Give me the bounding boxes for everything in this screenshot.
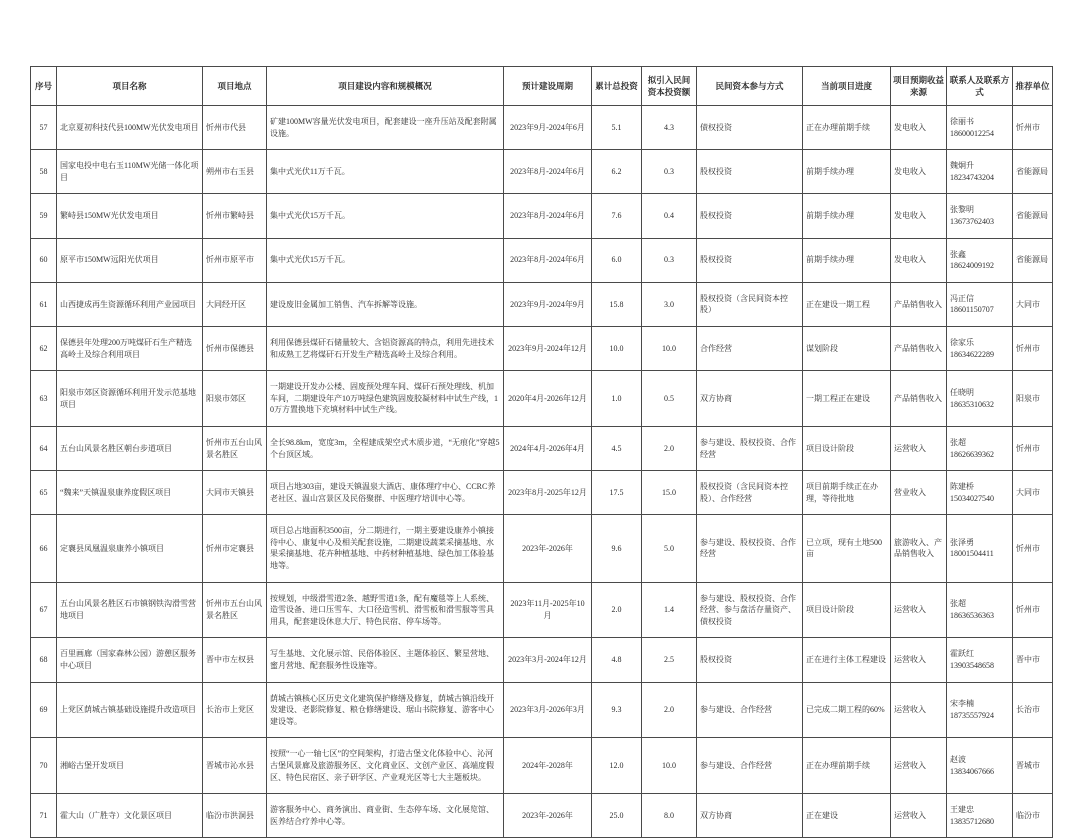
- cell-private-capital: 2.5: [642, 638, 697, 682]
- cell-period: 2023年8月-2024年6月: [504, 238, 592, 282]
- column-header-progress: 当前项目进度: [803, 67, 891, 106]
- cell-revenue-source: 运营收入: [891, 582, 947, 638]
- cell-no: 67: [31, 582, 57, 638]
- cell-revenue-source: 旅游收入、产品销售收入: [891, 515, 947, 582]
- cell-private-capital: 1.4: [642, 582, 697, 638]
- cell-project-name: 原平市150MW远阳光伏项目: [57, 238, 203, 282]
- cell-total-investment: 4.8: [592, 638, 642, 682]
- cell-project-name: 繁峙县150MW光伏发电项目: [57, 194, 203, 238]
- cell-location: 阳泉市郊区: [203, 371, 267, 427]
- cell-total-investment: 15.8: [592, 282, 642, 326]
- project-table-sheet: [30, 66, 1052, 838]
- cell-progress: 正在进行主体工程建设: [803, 638, 891, 682]
- cell-revenue-source: 营业收入: [891, 471, 947, 515]
- cell-contact: [947, 794, 1013, 838]
- cell-location: 大同市天镇县: [203, 471, 267, 515]
- cell-revenue-source: 发电收入: [891, 238, 947, 282]
- cell-contact: [947, 371, 1013, 427]
- cell-revenue-source: 产品销售收入: [891, 326, 947, 370]
- cell-total-investment: 17.5: [592, 471, 642, 515]
- column-header-revenue-source: 项目预期收益来源: [891, 67, 947, 106]
- table-row: [31, 426, 1053, 470]
- cell-location: 晋中市左权县: [203, 638, 267, 682]
- cell-total-investment: 10.0: [592, 326, 642, 370]
- cell-contact: [947, 471, 1013, 515]
- cell-project-name: 湘峪古堡开发项目: [57, 738, 203, 794]
- column-header-private-capital: 拟引入民间资本投资额: [642, 67, 697, 106]
- cell-period: 2023年8月-2025年12月: [504, 471, 592, 515]
- cell-private-capital: 3.0: [642, 282, 697, 326]
- contact-person-name: 张鑫: [950, 249, 966, 259]
- cell-progress: 项目设计阶段: [803, 582, 891, 638]
- cell-private-capital: 0.3: [642, 150, 697, 194]
- cell-recommending-unit: 省能源局: [1013, 238, 1053, 282]
- project-list-table: [30, 66, 1053, 838]
- contact-phone-number: 13834067666: [950, 766, 994, 776]
- cell-total-investment: 1.0: [592, 371, 642, 427]
- contact-person-name: 任晓明: [950, 387, 974, 397]
- cell-total-investment: 6.0: [592, 238, 642, 282]
- cell-participation-method: 股权投资: [697, 238, 803, 282]
- cell-content-scale: 集中式光伏11万千瓦。: [267, 150, 504, 194]
- cell-period: 2023年3月-2024年12月: [504, 638, 592, 682]
- cell-private-capital: 5.0: [642, 515, 697, 582]
- cell-period: 2023年9月-2024年12月: [504, 326, 592, 370]
- cell-period: 2023年9月-2024年9月: [504, 282, 592, 326]
- cell-no: 60: [31, 238, 57, 282]
- cell-content-scale: 全长98.8km，宽度3m，全程建成架空式木质步道，“无痕化”穿越5个台顶区域。: [267, 426, 504, 470]
- cell-total-investment: 6.2: [592, 150, 642, 194]
- cell-location: 长治市上党区: [203, 682, 267, 738]
- column-header-recommending-unit: 推荐单位: [1013, 67, 1053, 106]
- cell-content-scale: 写生基地、文化展示馆、民俗体验区、主题体验区、繁星营地、蜜月营地、配套服务性设施等。: [267, 638, 504, 682]
- cell-no: 61: [31, 282, 57, 326]
- cell-content-scale: 项目总占地面积3500亩，分二期进行，一期主要建设康养小镇接待中心、康复中心及相关配套设施，二期建设蔬菜采摘基地、水果采摘基地、花卉种植基地、中药材种植基地、绿色加工体验基地等。: [267, 515, 504, 582]
- table-row: [31, 106, 1053, 150]
- cell-content-scale: 利用保德县煤矸石储量较大、含铝资源高的特点，利用先进技术和成熟工艺将煤矸石开发生产精选高岭土及综合利用。: [267, 326, 504, 370]
- cell-content-scale: 按照“一心一轴七区”的空间架构，打造古堡文化体验中心、沁河古堡风景廊及旅游服务区、文化商业区、文创产业区、高端度假区、特色民宿区、亲子研学区、产业观光区等七大主题板块。: [267, 738, 504, 794]
- table-row: [31, 738, 1053, 794]
- contact-phone-number: 18234743204: [950, 172, 994, 182]
- cell-participation-method: 双方协商: [697, 371, 803, 427]
- cell-participation-method: 合作经营: [697, 326, 803, 370]
- table-header: [31, 67, 1053, 106]
- cell-private-capital: 10.0: [642, 738, 697, 794]
- cell-location: 忻州市五台山风景名胜区: [203, 426, 267, 470]
- cell-recommending-unit: 忻州市: [1013, 106, 1053, 150]
- table-row: [31, 682, 1053, 738]
- contact-person-name: 霍跃红: [950, 649, 974, 659]
- cell-project-name: 阳泉市郊区资源循环利用开发示范基地项目: [57, 371, 203, 427]
- cell-period: 2024年-2028年: [504, 738, 592, 794]
- contact-phone-number: 18634622289: [950, 349, 994, 359]
- cell-contact: [947, 682, 1013, 738]
- cell-participation-method: 股权投资: [697, 150, 803, 194]
- cell-revenue-source: 运营收入: [891, 738, 947, 794]
- contact-phone-number: 18635310632: [950, 399, 994, 409]
- cell-total-investment: 4.5: [592, 426, 642, 470]
- cell-period: 2023年-2026年: [504, 515, 592, 582]
- cell-private-capital: 4.3: [642, 106, 697, 150]
- cell-participation-method: 股权投资: [697, 638, 803, 682]
- cell-participation-method: 参与建设、股权投资、合作经营: [697, 515, 803, 582]
- cell-content-scale: 项目占地303亩，建设天镇温泉大酒店、康体理疗中心、CCRC养老社区、温山宫景区及民俗聚群、中医理疗培训中心等。: [267, 471, 504, 515]
- cell-revenue-source: 运营收入: [891, 682, 947, 738]
- cell-revenue-source: 运营收入: [891, 638, 947, 682]
- cell-no: 62: [31, 326, 57, 370]
- cell-location: 大同经开区: [203, 282, 267, 326]
- cell-progress: 项目设计阶段: [803, 426, 891, 470]
- cell-contact: [947, 106, 1013, 150]
- cell-project-name: 霍大山（广胜寺）文化景区项目: [57, 794, 203, 838]
- contact-person-name: 徐家乐: [950, 337, 974, 347]
- table-row: [31, 282, 1053, 326]
- table-row: [31, 326, 1053, 370]
- column-header-no: 序号: [31, 67, 57, 106]
- cell-revenue-source: 运营收入: [891, 426, 947, 470]
- cell-total-investment: 7.6: [592, 194, 642, 238]
- cell-location: 忻州市定襄县: [203, 515, 267, 582]
- cell-recommending-unit: 晋中市: [1013, 638, 1053, 682]
- contact-person-name: 陈建桥: [950, 482, 974, 492]
- cell-participation-method: 参与建设、合作经营: [697, 738, 803, 794]
- column-header-period: 预计建设周期: [504, 67, 592, 106]
- header-row: [31, 67, 1053, 106]
- cell-recommending-unit: 忻州市: [1013, 326, 1053, 370]
- cell-progress: 正在建设: [803, 794, 891, 838]
- contact-phone-number: 13903548658: [950, 661, 994, 671]
- cell-content-scale: 矿建100MW容量光伏发电项目，配套建设一座升压站及配套附属设施。: [267, 106, 504, 150]
- contact-phone-number: 13835712680: [950, 816, 994, 826]
- cell-private-capital: 0.5: [642, 371, 697, 427]
- cell-no: 59: [31, 194, 57, 238]
- cell-contact: [947, 426, 1013, 470]
- cell-content-scale: 一期建设开发办公楼、固废预处理车间、煤矸石预处理线、机加车间，二期建设年产10万吨绿色建筑固废胶凝材料中试生产线，10万方置换地下充填材料中试生产线。: [267, 371, 504, 427]
- cell-recommending-unit: 忻州市: [1013, 426, 1053, 470]
- contact-phone-number: 18601150707: [950, 305, 994, 315]
- cell-total-investment: 9.3: [592, 682, 642, 738]
- contact-phone-number: 18735557924: [950, 711, 994, 721]
- contact-person-name: 赵波: [950, 755, 966, 765]
- cell-period: 2023年9月-2024年6月: [504, 106, 592, 150]
- cell-private-capital: 15.0: [642, 471, 697, 515]
- table-row: [31, 194, 1053, 238]
- column-header-project-name: 项目名称: [57, 67, 203, 106]
- contact-phone-number: 13673762403: [950, 216, 994, 226]
- table-row: [31, 582, 1053, 638]
- cell-period: 2023年-2026年: [504, 794, 592, 838]
- cell-location: 忻州市繁峙县: [203, 194, 267, 238]
- cell-total-investment: 9.6: [592, 515, 642, 582]
- cell-private-capital: 8.0: [642, 794, 697, 838]
- cell-project-name: 五台山风景名胜区石市镇钢铁沟滑雪营地项目: [57, 582, 203, 638]
- cell-total-investment: 5.1: [592, 106, 642, 150]
- cell-revenue-source: 发电收入: [891, 106, 947, 150]
- cell-project-name: 保德县年处理200万吨煤矸石生产精选高岭土及综合利用项目: [57, 326, 203, 370]
- cell-total-investment: 12.0: [592, 738, 642, 794]
- table-row: [31, 150, 1053, 194]
- cell-contact: [947, 326, 1013, 370]
- cell-location: 朔州市右玉县: [203, 150, 267, 194]
- cell-private-capital: 2.0: [642, 426, 697, 470]
- contact-person-name: 魏炯升: [950, 161, 974, 171]
- cell-progress: 已完成二期工程的60%: [803, 682, 891, 738]
- cell-project-name: 山西捷成再生资源循环利用产业园项目: [57, 282, 203, 326]
- cell-recommending-unit: 阳泉市: [1013, 371, 1053, 427]
- cell-contact: [947, 150, 1013, 194]
- cell-location: 临汾市洪洞县: [203, 794, 267, 838]
- cell-no: 57: [31, 106, 57, 150]
- table-row: [31, 638, 1053, 682]
- cell-private-capital: 0.3: [642, 238, 697, 282]
- cell-content-scale: 集中式光伏15万千瓦。: [267, 194, 504, 238]
- cell-recommending-unit: 大同市: [1013, 471, 1053, 515]
- contact-phone-number: 18001504411: [950, 549, 994, 559]
- cell-no: 68: [31, 638, 57, 682]
- cell-location: 晋城市沁水县: [203, 738, 267, 794]
- cell-revenue-source: 产品销售收入: [891, 282, 947, 326]
- column-header-contact: 联系人及联系方式: [947, 67, 1013, 106]
- cell-recommending-unit: 忻州市: [1013, 582, 1053, 638]
- contact-person-name: 张超: [950, 599, 966, 609]
- cell-contact: [947, 282, 1013, 326]
- cell-progress: 一期工程正在建设: [803, 371, 891, 427]
- cell-no: 66: [31, 515, 57, 582]
- cell-recommending-unit: 晋城市: [1013, 738, 1053, 794]
- cell-private-capital: 2.0: [642, 682, 697, 738]
- cell-progress: 前期手续办理: [803, 150, 891, 194]
- cell-contact: [947, 638, 1013, 682]
- cell-participation-method: 参与建设、股权投资、合作经营、参与盘活存量资产、债权投资: [697, 582, 803, 638]
- cell-progress: 正在建设一期工程: [803, 282, 891, 326]
- cell-project-name: 国家电投中电右玉110MW光储一体化项目: [57, 150, 203, 194]
- cell-no: 71: [31, 794, 57, 838]
- contact-person-name: 张泽勇: [950, 537, 974, 547]
- cell-location: 忻州市保德县: [203, 326, 267, 370]
- cell-participation-method: 股权投资（含民间资本控股）: [697, 282, 803, 326]
- cell-recommending-unit: 省能源局: [1013, 194, 1053, 238]
- cell-recommending-unit: 临汾市: [1013, 794, 1053, 838]
- cell-recommending-unit: 大同市: [1013, 282, 1053, 326]
- cell-progress: 前期手续办理: [803, 238, 891, 282]
- cell-participation-method: 股权投资: [697, 194, 803, 238]
- cell-private-capital: 0.4: [642, 194, 697, 238]
- cell-no: 58: [31, 150, 57, 194]
- cell-content-scale: 游客服务中心、商务演出、商业街、生态停车场、文化展览馆、医养结合疗养中心等。: [267, 794, 504, 838]
- cell-project-name: 北京夏初科技代县100MW光伏发电项目: [57, 106, 203, 150]
- cell-location: 忻州市五台山风景名胜区: [203, 582, 267, 638]
- contact-phone-number: 15034027540: [950, 493, 994, 503]
- cell-content-scale: 荫城古镇核心区历史文化建筑保护修缮及修复，荫城古镇沿线开发建设、老影院修复、粮仓修缮建设、琚山书院修复、游客中心建设等。: [267, 682, 504, 738]
- cell-period: 2023年11月-2025年10月: [504, 582, 592, 638]
- cell-no: 63: [31, 371, 57, 427]
- cell-participation-method: 双方协商: [697, 794, 803, 838]
- table-row: [31, 371, 1053, 427]
- cell-contact: [947, 738, 1013, 794]
- cell-no: 69: [31, 682, 57, 738]
- cell-content-scale: 集中式光伏15万千瓦。: [267, 238, 504, 282]
- table-row: [31, 515, 1053, 582]
- cell-revenue-source: 发电收入: [891, 194, 947, 238]
- contact-person-name: 宋李楠: [950, 699, 974, 709]
- cell-period: 2023年3月-2026年3月: [504, 682, 592, 738]
- cell-no: 64: [31, 426, 57, 470]
- cell-progress: 谋划阶段: [803, 326, 891, 370]
- cell-contact: [947, 194, 1013, 238]
- cell-period: 2020年4月-2026年12月: [504, 371, 592, 427]
- cell-progress: 正在办理前期手续: [803, 106, 891, 150]
- cell-progress: 项目前期手续正在办理，等待批地: [803, 471, 891, 515]
- cell-location: 忻州市原平市: [203, 238, 267, 282]
- column-header-total-investment: 累计总投资: [592, 67, 642, 106]
- contact-person-name: 张超: [950, 437, 966, 447]
- contact-person-name: 王建忠: [950, 805, 974, 815]
- column-header-participation-method: 民间资本参与方式: [697, 67, 803, 106]
- contact-person-name: 张黎明: [950, 205, 974, 215]
- contact-person-name: 徐丽书: [950, 117, 974, 126]
- cell-location: 忻州市代县: [203, 106, 267, 150]
- cell-content-scale: 按规划，中级滑雪道2条、越野雪道1条，配有魔毯等上人系统、造雪设备、进口压雪车、大口径造雪机、滑雪板和滑雪服等雪具用具，配套建设休息大厅、特色民宿、停车场等。: [267, 582, 504, 638]
- cell-no: 70: [31, 738, 57, 794]
- cell-revenue-source: 运营收入: [891, 794, 947, 838]
- contact-phone-number: 18600012254: [950, 128, 994, 138]
- table-row: [31, 471, 1053, 515]
- cell-contact: [947, 238, 1013, 282]
- cell-period: 2023年8月-2024年6月: [504, 150, 592, 194]
- contact-person-name: 冯正信: [950, 293, 974, 303]
- cell-period: 2023年8月-2024年6月: [504, 194, 592, 238]
- column-header-content-scale: 项目建设内容和规模概况: [267, 67, 504, 106]
- cell-participation-method: 股权投资（含民间资本控股）、合作经营: [697, 471, 803, 515]
- cell-progress: 已立项，现有土地500亩: [803, 515, 891, 582]
- cell-participation-method: 参与建设、股权投资、合作经营: [697, 426, 803, 470]
- contact-phone-number: 18626639362: [950, 449, 994, 459]
- cell-project-name: 定襄县凤凰温泉康养小镇项目: [57, 515, 203, 582]
- contact-phone-number: 18636536363: [950, 611, 994, 621]
- cell-total-investment: 25.0: [592, 794, 642, 838]
- cell-contact: [947, 515, 1013, 582]
- cell-progress: 正在办理前期手续: [803, 738, 891, 794]
- cell-revenue-source: 产品销售收入: [891, 371, 947, 427]
- cell-no: 65: [31, 471, 57, 515]
- cell-participation-method: 债权投资: [697, 106, 803, 150]
- contact-phone-number: 18624009192: [950, 261, 994, 271]
- cell-total-investment: 2.0: [592, 582, 642, 638]
- cell-participation-method: 参与建设、合作经营: [697, 682, 803, 738]
- cell-content-scale: 建设废旧金属加工销售、汽车拆解等设施。: [267, 282, 504, 326]
- cell-period: 2024年4月-2026年4月: [504, 426, 592, 470]
- cell-recommending-unit: 省能源局: [1013, 150, 1053, 194]
- cell-recommending-unit: 长治市: [1013, 682, 1053, 738]
- cell-project-name: 上党区荫城古镇基础设施提升改造项目: [57, 682, 203, 738]
- cell-progress: 前期手续办理: [803, 194, 891, 238]
- cell-recommending-unit: 忻州市: [1013, 515, 1053, 582]
- cell-revenue-source: 发电收入: [891, 150, 947, 194]
- cell-private-capital: 10.0: [642, 326, 697, 370]
- cell-project-name: 百里画廊（国家森林公园）游憩区服务中心项目: [57, 638, 203, 682]
- table-body: [31, 106, 1053, 838]
- cell-project-name: 五台山风景名胜区朝台步道项目: [57, 426, 203, 470]
- column-header-location: 项目地点: [203, 67, 267, 106]
- cell-project-name: “魏来”天镇温泉康养度假区项目: [57, 471, 203, 515]
- cell-contact: [947, 582, 1013, 638]
- table-row: [31, 794, 1053, 838]
- table-row: [31, 238, 1053, 282]
